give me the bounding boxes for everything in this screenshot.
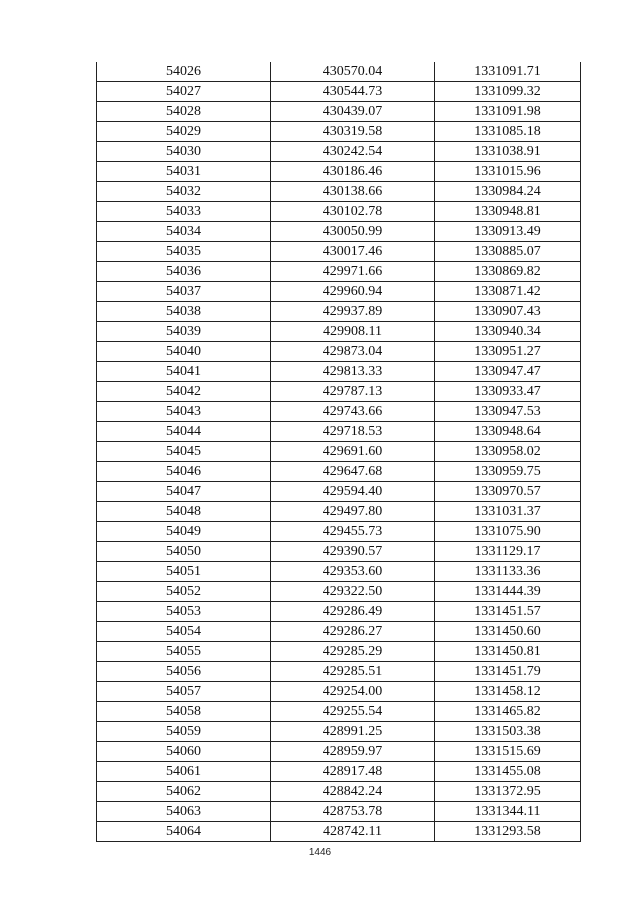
table-row xyxy=(97,302,581,322)
y-coordinate-cell: 1331133.36 xyxy=(435,562,581,582)
point-id-cell: 54034 xyxy=(97,222,271,242)
x-coordinate-cell: 429743.66 xyxy=(271,402,435,422)
x-coordinate-cell: 430138.66 xyxy=(271,182,435,202)
y-coordinate-cell: 1331458.12 xyxy=(435,682,581,702)
point-id-cell: 54058 xyxy=(97,702,271,722)
y-coordinate-cell: 1330984.24 xyxy=(435,182,581,202)
point-id-cell: 54064 xyxy=(97,822,271,842)
y-coordinate-cell: 1330940.34 xyxy=(435,322,581,342)
table-row xyxy=(97,442,581,462)
table-row xyxy=(97,762,581,782)
point-id-cell: 54050 xyxy=(97,542,271,562)
x-coordinate-cell: 429813.33 xyxy=(271,362,435,382)
x-coordinate-cell: 429873.04 xyxy=(271,342,435,362)
table-row xyxy=(97,402,581,422)
table-row xyxy=(97,342,581,362)
y-coordinate-cell: 1331075.90 xyxy=(435,522,581,542)
table-row xyxy=(97,542,581,562)
point-id-cell: 54059 xyxy=(97,722,271,742)
x-coordinate-cell: 430242.54 xyxy=(271,142,435,162)
point-id-cell: 54043 xyxy=(97,402,271,422)
y-coordinate-cell: 1331455.08 xyxy=(435,762,581,782)
x-coordinate-cell: 429390.57 xyxy=(271,542,435,562)
point-id-cell: 54030 xyxy=(97,142,271,162)
x-coordinate-cell: 429594.40 xyxy=(271,482,435,502)
table-row xyxy=(97,182,581,202)
point-id-cell: 54049 xyxy=(97,522,271,542)
point-id-cell: 54052 xyxy=(97,582,271,602)
point-id-cell: 54039 xyxy=(97,322,271,342)
x-coordinate-cell: 429718.53 xyxy=(271,422,435,442)
table-row xyxy=(97,142,581,162)
x-coordinate-cell: 429971.66 xyxy=(271,262,435,282)
point-id-cell: 54044 xyxy=(97,422,271,442)
y-coordinate-cell: 1330948.81 xyxy=(435,202,581,222)
x-coordinate-cell: 430050.99 xyxy=(271,222,435,242)
y-coordinate-cell: 1330951.27 xyxy=(435,342,581,362)
x-coordinate-cell: 429254.00 xyxy=(271,682,435,702)
y-coordinate-cell: 1331344.11 xyxy=(435,802,581,822)
y-coordinate-cell: 1331038.91 xyxy=(435,142,581,162)
y-coordinate-cell: 1331515.69 xyxy=(435,742,581,762)
x-coordinate-cell: 428959.97 xyxy=(271,742,435,762)
point-id-cell: 54037 xyxy=(97,282,271,302)
y-coordinate-cell: 1331451.79 xyxy=(435,662,581,682)
point-id-cell: 54033 xyxy=(97,202,271,222)
x-coordinate-cell: 428991.25 xyxy=(271,722,435,742)
point-id-cell: 54046 xyxy=(97,462,271,482)
point-id-cell: 54045 xyxy=(97,442,271,462)
x-coordinate-cell: 428917.48 xyxy=(271,762,435,782)
x-coordinate-cell: 430102.78 xyxy=(271,202,435,222)
point-id-cell: 54041 xyxy=(97,362,271,382)
x-coordinate-cell: 430186.46 xyxy=(271,162,435,182)
x-coordinate-cell: 428742.11 xyxy=(271,822,435,842)
table-row xyxy=(97,122,581,142)
table-row xyxy=(97,802,581,822)
y-coordinate-cell: 1330948.64 xyxy=(435,422,581,442)
x-coordinate-cell: 429255.54 xyxy=(271,702,435,722)
x-coordinate-cell: 430319.58 xyxy=(271,122,435,142)
y-coordinate-cell: 1330933.47 xyxy=(435,382,581,402)
point-id-cell: 54063 xyxy=(97,802,271,822)
y-coordinate-cell: 1330947.47 xyxy=(435,362,581,382)
point-id-cell: 54062 xyxy=(97,782,271,802)
table-row xyxy=(97,662,581,682)
y-coordinate-cell: 1330869.82 xyxy=(435,262,581,282)
y-coordinate-cell: 1331444.39 xyxy=(435,582,581,602)
y-coordinate-cell: 1331503.38 xyxy=(435,722,581,742)
coordinate-table xyxy=(96,62,581,842)
point-id-cell: 54036 xyxy=(97,262,271,282)
table-row xyxy=(97,222,581,242)
table-row xyxy=(97,782,581,802)
table-row xyxy=(97,682,581,702)
y-coordinate-cell: 1331091.98 xyxy=(435,102,581,122)
point-id-cell: 54035 xyxy=(97,242,271,262)
x-coordinate-cell: 429908.11 xyxy=(271,322,435,342)
table-row xyxy=(97,582,581,602)
x-coordinate-cell: 429647.68 xyxy=(271,462,435,482)
point-id-cell: 54057 xyxy=(97,682,271,702)
y-coordinate-cell: 1330913.49 xyxy=(435,222,581,242)
table-row xyxy=(97,462,581,482)
table-body xyxy=(97,62,581,842)
y-coordinate-cell: 1330871.42 xyxy=(435,282,581,302)
x-coordinate-cell: 429286.49 xyxy=(271,602,435,622)
table-row xyxy=(97,62,581,82)
x-coordinate-cell: 429937.89 xyxy=(271,302,435,322)
table-row xyxy=(97,382,581,402)
y-coordinate-cell: 1331099.32 xyxy=(435,82,581,102)
point-id-cell: 54047 xyxy=(97,482,271,502)
y-coordinate-cell: 1331450.81 xyxy=(435,642,581,662)
table-row xyxy=(97,422,581,442)
table-row xyxy=(97,102,581,122)
x-coordinate-cell: 429285.29 xyxy=(271,642,435,662)
y-coordinate-cell: 1331451.57 xyxy=(435,602,581,622)
point-id-cell: 54040 xyxy=(97,342,271,362)
point-id-cell: 54061 xyxy=(97,762,271,782)
table-row xyxy=(97,722,581,742)
table-row xyxy=(97,562,581,582)
point-id-cell: 54055 xyxy=(97,642,271,662)
point-id-cell: 54042 xyxy=(97,382,271,402)
point-id-cell: 54028 xyxy=(97,102,271,122)
table-row xyxy=(97,162,581,182)
y-coordinate-cell: 1331450.60 xyxy=(435,622,581,642)
table-row xyxy=(97,482,581,502)
table-row xyxy=(97,822,581,842)
y-coordinate-cell: 1330947.53 xyxy=(435,402,581,422)
table-row xyxy=(97,602,581,622)
y-coordinate-cell: 1331031.37 xyxy=(435,502,581,522)
x-coordinate-cell: 429286.27 xyxy=(271,622,435,642)
table-row xyxy=(97,282,581,302)
x-coordinate-cell: 428842.24 xyxy=(271,782,435,802)
point-id-cell: 54056 xyxy=(97,662,271,682)
table-row xyxy=(97,622,581,642)
table-row xyxy=(97,362,581,382)
point-id-cell: 54027 xyxy=(97,82,271,102)
table-row xyxy=(97,202,581,222)
y-coordinate-cell: 1330907.43 xyxy=(435,302,581,322)
x-coordinate-cell: 428753.78 xyxy=(271,802,435,822)
x-coordinate-cell: 430570.04 xyxy=(271,62,435,82)
point-id-cell: 54038 xyxy=(97,302,271,322)
point-id-cell: 54053 xyxy=(97,602,271,622)
y-coordinate-cell: 1331015.96 xyxy=(435,162,581,182)
table-row xyxy=(97,642,581,662)
y-coordinate-cell: 1331293.58 xyxy=(435,822,581,842)
table-row xyxy=(97,522,581,542)
table-row xyxy=(97,242,581,262)
point-id-cell: 54026 xyxy=(97,62,271,82)
point-id-cell: 54054 xyxy=(97,622,271,642)
y-coordinate-cell: 1331091.71 xyxy=(435,62,581,82)
point-id-cell: 54032 xyxy=(97,182,271,202)
point-id-cell: 54060 xyxy=(97,742,271,762)
x-coordinate-cell: 429497.80 xyxy=(271,502,435,522)
x-coordinate-cell: 429353.60 xyxy=(271,562,435,582)
x-coordinate-cell: 429691.60 xyxy=(271,442,435,462)
x-coordinate-cell: 429285.51 xyxy=(271,662,435,682)
x-coordinate-cell: 430017.46 xyxy=(271,242,435,262)
table-row xyxy=(97,262,581,282)
x-coordinate-cell: 429322.50 xyxy=(271,582,435,602)
page-number: 1446 xyxy=(308,847,332,858)
x-coordinate-cell: 429455.73 xyxy=(271,522,435,542)
y-coordinate-cell: 1331465.82 xyxy=(435,702,581,722)
x-coordinate-cell: 429787.13 xyxy=(271,382,435,402)
y-coordinate-cell: 1330885.07 xyxy=(435,242,581,262)
y-coordinate-cell: 1331085.18 xyxy=(435,122,581,142)
table-row xyxy=(97,742,581,762)
y-coordinate-cell: 1330959.75 xyxy=(435,462,581,482)
y-coordinate-cell: 1331372.95 xyxy=(435,782,581,802)
table-row xyxy=(97,702,581,722)
table-row xyxy=(97,502,581,522)
y-coordinate-cell: 1330958.02 xyxy=(435,442,581,462)
y-coordinate-cell: 1330970.57 xyxy=(435,482,581,502)
y-coordinate-cell: 1331129.17 xyxy=(435,542,581,562)
point-id-cell: 54031 xyxy=(97,162,271,182)
table-row xyxy=(97,82,581,102)
x-coordinate-cell: 429960.94 xyxy=(271,282,435,302)
point-id-cell: 54051 xyxy=(97,562,271,582)
point-id-cell: 54048 xyxy=(97,502,271,522)
x-coordinate-cell: 430439.07 xyxy=(271,102,435,122)
point-id-cell: 54029 xyxy=(97,122,271,142)
table-row xyxy=(97,322,581,342)
x-coordinate-cell: 430544.73 xyxy=(271,82,435,102)
